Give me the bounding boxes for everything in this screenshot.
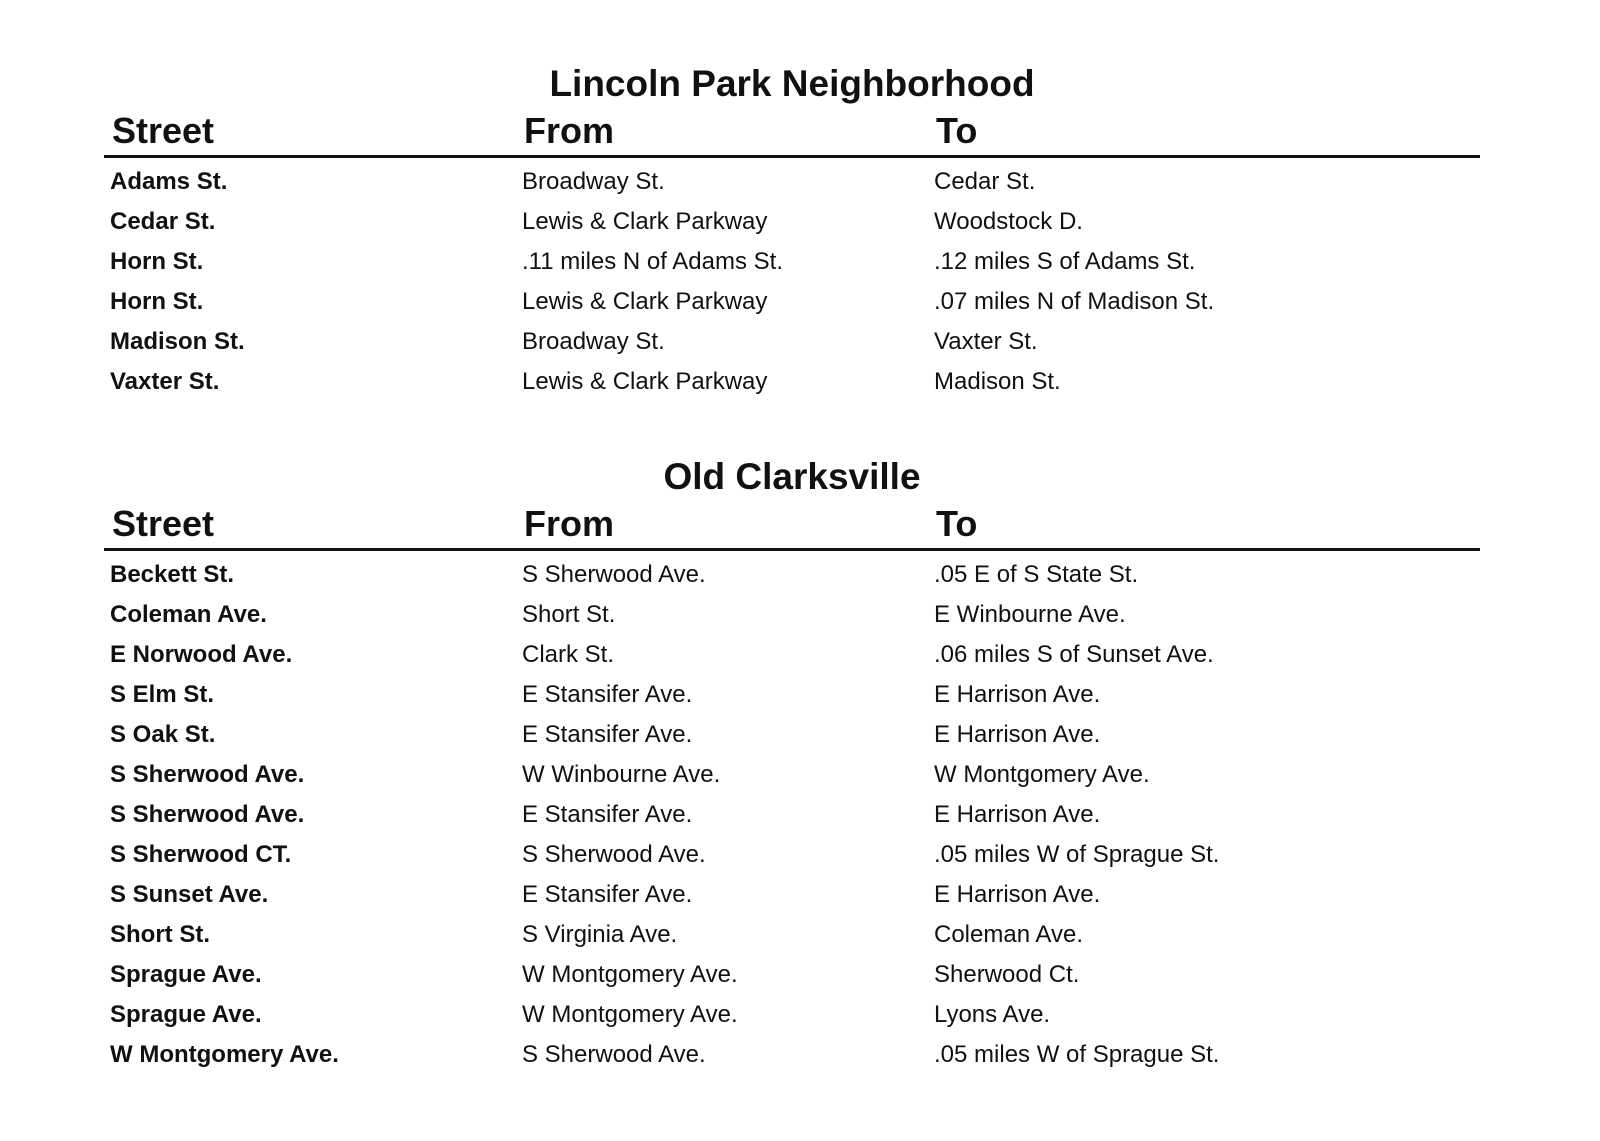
from-cell: Lewis & Clark Parkway bbox=[522, 208, 768, 235]
header-to: To bbox=[936, 503, 978, 544]
header-from: From bbox=[524, 503, 614, 544]
from-cell: E Stansifer Ave. bbox=[522, 681, 693, 708]
street-cell: Horn St. bbox=[110, 288, 204, 315]
street-cell: S Oak St. bbox=[110, 721, 216, 748]
table-row bbox=[104, 362, 1480, 402]
section-old-clarksville bbox=[104, 455, 1480, 1075]
table-row bbox=[104, 995, 1480, 1035]
table-row bbox=[104, 162, 1480, 202]
from-cell: Lewis & Clark Parkway bbox=[522, 288, 768, 315]
from-cell: Broadway St. bbox=[522, 168, 665, 195]
table-row bbox=[104, 795, 1480, 835]
table-header-row bbox=[104, 499, 1480, 551]
to-cell: Sherwood Ct. bbox=[934, 961, 1080, 988]
from-cell: W Montgomery Ave. bbox=[522, 961, 738, 988]
header-street: Street bbox=[112, 110, 215, 151]
from-cell: S Sherwood Ave. bbox=[522, 1041, 706, 1068]
section-title: Lincoln Park Neighborhood bbox=[549, 63, 1035, 104]
to-cell: E Harrison Ave. bbox=[934, 721, 1101, 748]
from-cell: .11 miles N of Adams St. bbox=[522, 248, 783, 275]
table-row bbox=[104, 715, 1480, 755]
to-cell: E Harrison Ave. bbox=[934, 881, 1101, 908]
table-row bbox=[104, 595, 1480, 635]
header-street: Street bbox=[112, 503, 215, 544]
table-row bbox=[104, 322, 1480, 362]
section-title: Old Clarksville bbox=[663, 456, 921, 497]
street-cell: S Elm St. bbox=[110, 681, 215, 708]
table-row bbox=[104, 875, 1480, 915]
from-cell: Broadway St. bbox=[522, 328, 665, 355]
from-cell: W Winbourne Ave. bbox=[522, 761, 721, 788]
street-cell: Horn St. bbox=[110, 248, 204, 275]
to-cell: Madison St. bbox=[934, 368, 1061, 395]
from-cell: E Stansifer Ave. bbox=[522, 801, 693, 828]
street-cell: S Sherwood Ave. bbox=[110, 761, 305, 788]
from-cell: Short St. bbox=[522, 601, 616, 628]
header-to: To bbox=[936, 110, 978, 151]
section-lincoln-park bbox=[104, 62, 1480, 402]
header-from: From bbox=[524, 110, 614, 151]
from-cell: W Montgomery Ave. bbox=[522, 1001, 738, 1028]
street-cell: Sprague Ave. bbox=[110, 961, 262, 988]
to-cell: .05 E of S State St. bbox=[934, 561, 1139, 588]
to-cell: W Montgomery Ave. bbox=[934, 761, 1150, 788]
street-cell: W Montgomery Ave. bbox=[110, 1041, 339, 1068]
table-header-row bbox=[104, 106, 1480, 158]
table-body bbox=[104, 162, 1480, 402]
to-cell: Cedar St. bbox=[934, 168, 1036, 195]
to-cell: .06 miles S of Sunset Ave. bbox=[934, 641, 1214, 668]
from-cell: E Stansifer Ave. bbox=[522, 881, 693, 908]
table-row bbox=[104, 242, 1480, 282]
street-cell: S Sunset Ave. bbox=[110, 881, 269, 908]
to-cell: E Harrison Ave. bbox=[934, 681, 1101, 708]
table-row bbox=[104, 555, 1480, 595]
from-cell: S Sherwood Ave. bbox=[522, 841, 706, 868]
to-cell: .05 miles W of Sprague St. bbox=[934, 841, 1220, 868]
table-row bbox=[104, 835, 1480, 875]
street-cell: Madison St. bbox=[110, 328, 245, 355]
to-cell: Vaxter St. bbox=[934, 328, 1038, 355]
table-row bbox=[104, 955, 1480, 995]
to-cell: .05 miles W of Sprague St. bbox=[934, 1041, 1220, 1068]
to-cell: E Harrison Ave. bbox=[934, 801, 1101, 828]
to-cell: Woodstock D. bbox=[934, 208, 1083, 235]
street-cell: Short St. bbox=[110, 921, 210, 948]
table-row bbox=[104, 675, 1480, 715]
to-cell: Lyons Ave. bbox=[934, 1001, 1051, 1028]
from-cell: E Stansifer Ave. bbox=[522, 721, 693, 748]
street-cell: Beckett St. bbox=[110, 561, 235, 588]
street-cell: Cedar St. bbox=[110, 208, 216, 235]
from-cell: S Virginia Ave. bbox=[522, 921, 678, 948]
street-cell: Adams St. bbox=[110, 168, 228, 195]
street-cell: S Sherwood Ave. bbox=[110, 801, 305, 828]
table-body bbox=[104, 555, 1480, 1075]
street-cell: S Sherwood CT. bbox=[110, 841, 292, 868]
from-cell: S Sherwood Ave. bbox=[522, 561, 706, 588]
to-cell: Coleman Ave. bbox=[934, 921, 1083, 948]
table-row bbox=[104, 915, 1480, 955]
table-row bbox=[104, 282, 1480, 322]
to-cell: .12 miles S of Adams St. bbox=[934, 248, 1196, 275]
table-row bbox=[104, 755, 1480, 795]
from-cell: Lewis & Clark Parkway bbox=[522, 368, 768, 395]
table-row bbox=[104, 635, 1480, 675]
street-cell: Vaxter St. bbox=[110, 368, 220, 395]
to-cell: E Winbourne Ave. bbox=[934, 601, 1126, 628]
street-cell: Coleman Ave. bbox=[110, 601, 267, 628]
table-row bbox=[104, 202, 1480, 242]
to-cell: .07 miles N of Madison St. bbox=[934, 288, 1215, 315]
table-row bbox=[104, 1035, 1480, 1075]
from-cell: Clark St. bbox=[522, 641, 615, 668]
street-cell: Sprague Ave. bbox=[110, 1001, 262, 1028]
street-cell: E Norwood Ave. bbox=[110, 641, 293, 668]
